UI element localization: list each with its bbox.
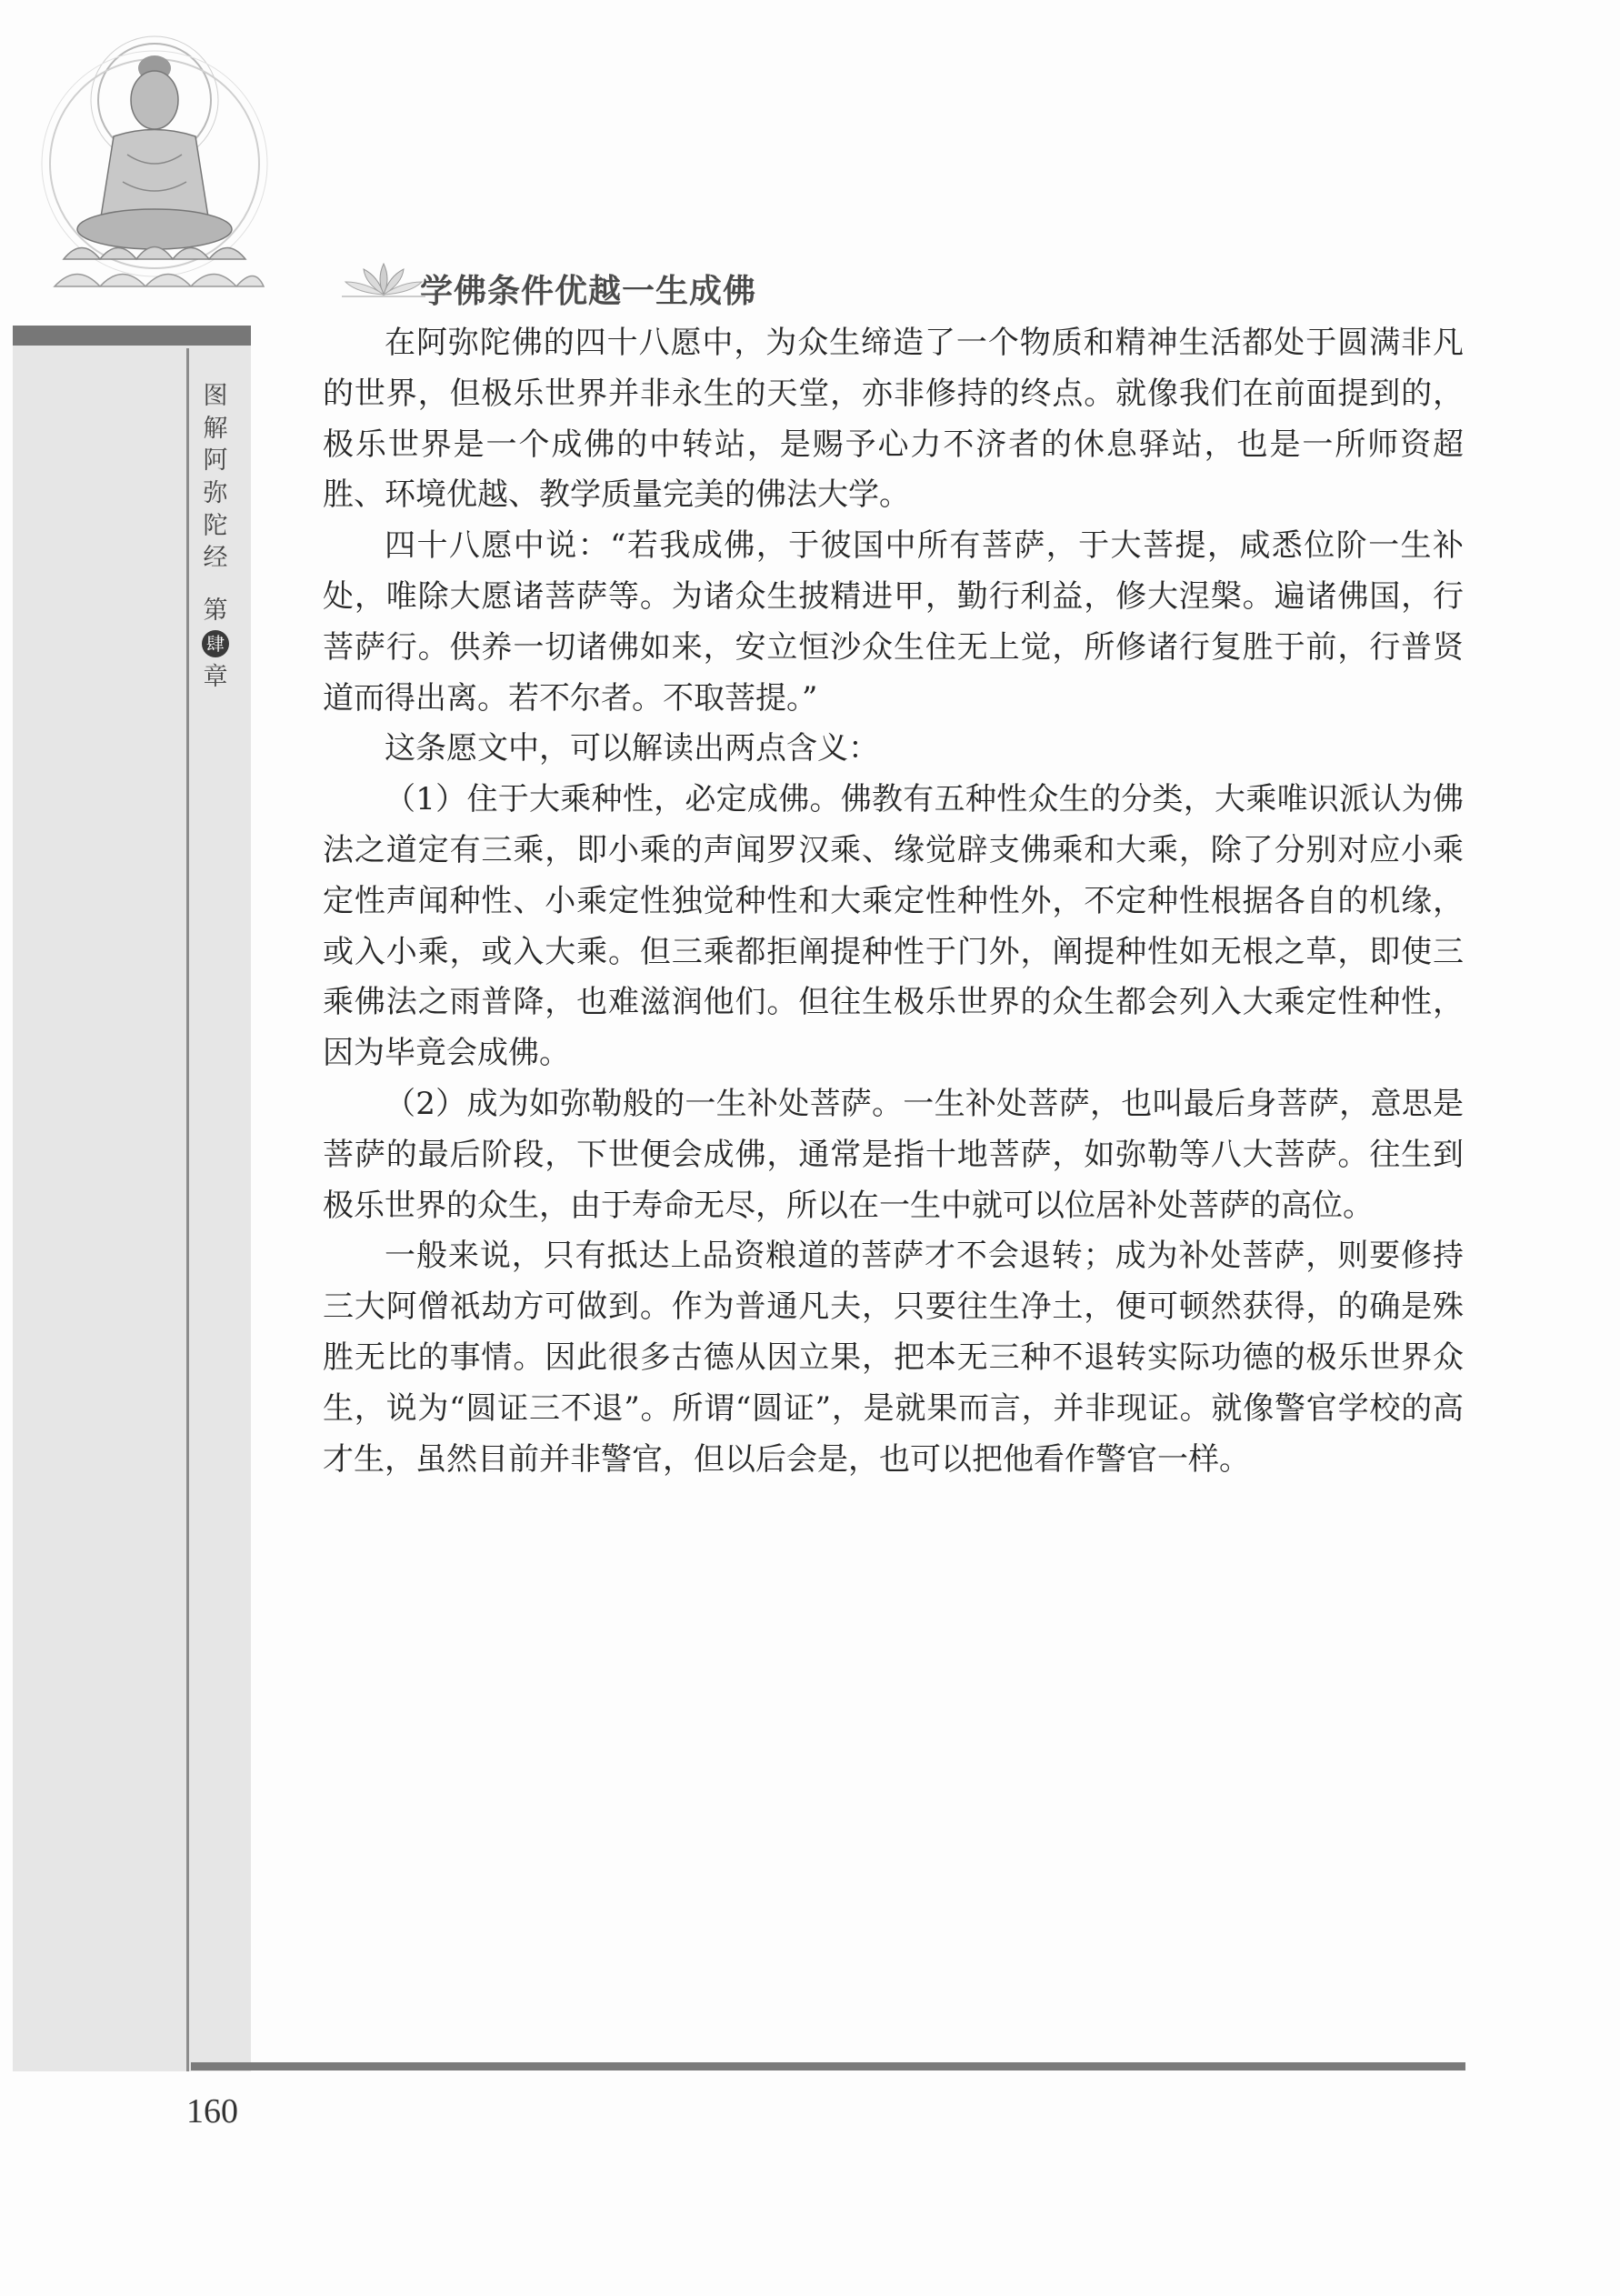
book-title-char: 陀 [203,511,228,540]
chapter-prefix: 第 [203,596,228,625]
book-title-char: 图 [203,382,228,410]
side-label [193,380,238,694]
page-number: 160 [186,2092,238,2131]
buddha-illustration-icon [36,27,273,309]
margin-divider [186,348,189,2071]
paragraph: 在阿弥陀佛的四十八愿中，为众生缔造了一个物质和精神生活都处于圆满非凡的世界，但极乐世界并非永生的天堂，亦非修持的终点。就像我们在前面提到的，极乐世界是一个成佛的中转站，是赐予心力不济者的休息驿站，也是一所师资超胜、环境优越、教学质量完美的佛法大学。 [323,325,1464,514]
lotus-icon [338,256,429,302]
paragraph: 一般来说，只有抵达上品资粮道的菩萨才不会退转；成为补处菩萨，则要修持三大阿僧祇劫方可做到。作为普通凡夫，只要往生净土，便可顿然获得，的确是殊胜无比的事情。因此很多古德从因立果，把本无三种不退转实际功德的极乐世界众生，说为“圆证三不退”。所谓“圆证”，是就果而言，并非现证。就像警官学校的高才生，虽然目前并非警官，但以后会是，也可以把他看作警官一样。 [323,1238,1464,1478]
paragraph: 四十八愿中说：“若我成佛，于彼国中所有菩萨，于大菩提，咸悉位阶一生补处，唯除大愿诸菩萨等。为诸众生披精进甲，勤行利益，修大涅槃。遍诸佛国，行菩萨行。供养一切诸佛如来，安立恒沙众生住无上觉，所修诸行复胜于前，行普贤道而得出离。若不尔者。不取菩提。” [323,527,1464,717]
book-title-char: 弥 [203,478,228,507]
top-rule [13,326,251,346]
section-title: 学佛条件优越一生成佛 [420,273,757,310]
book-title-char: 阿 [203,446,228,476]
book-title-char: 经 [203,544,228,573]
chapter-number-badge: 肆 [202,630,229,657]
bottom-rule [191,2062,1465,2070]
body-text [323,318,1464,1485]
paragraph: 这条愿文中，可以解读出两点含义： [385,730,879,767]
chapter-suffix: 章 [203,663,228,692]
book-title-char: 解 [203,414,228,443]
paragraph: （2）成为如弥勒般的一生补处菩萨。一生补处菩萨，也叫最后身菩萨，意思是菩萨的最后阶段，下世便会成佛，通常是指十地菩萨，如弥勒等八大菩萨。往生到极乐世界的众生，由于寿命无尽，所以在一生中就可以位居补处菩萨的高位。 [323,1085,1464,1224]
paragraph: （1）住于大乘种性，必定成佛。佛教有五种性众生的分类，大乘唯识派认为佛法之道定有三乘，即小乘的声闻罗汉乘、缘觉辟支佛乘和大乘，除了分别对应小乘定性声闻种性、小乘定性独觉种性和大乘定性种性外，不定种性根据各自的机缘，或入小乘，或入大乘。但三乘都拒阐提种性于门外，阐提种性如无根之草，即使三乘佛法之雨普降，也难滋润他们。但往生极乐世界的众生都会列入大乘定性种性，因为毕竟会成佛。 [323,781,1464,1072]
